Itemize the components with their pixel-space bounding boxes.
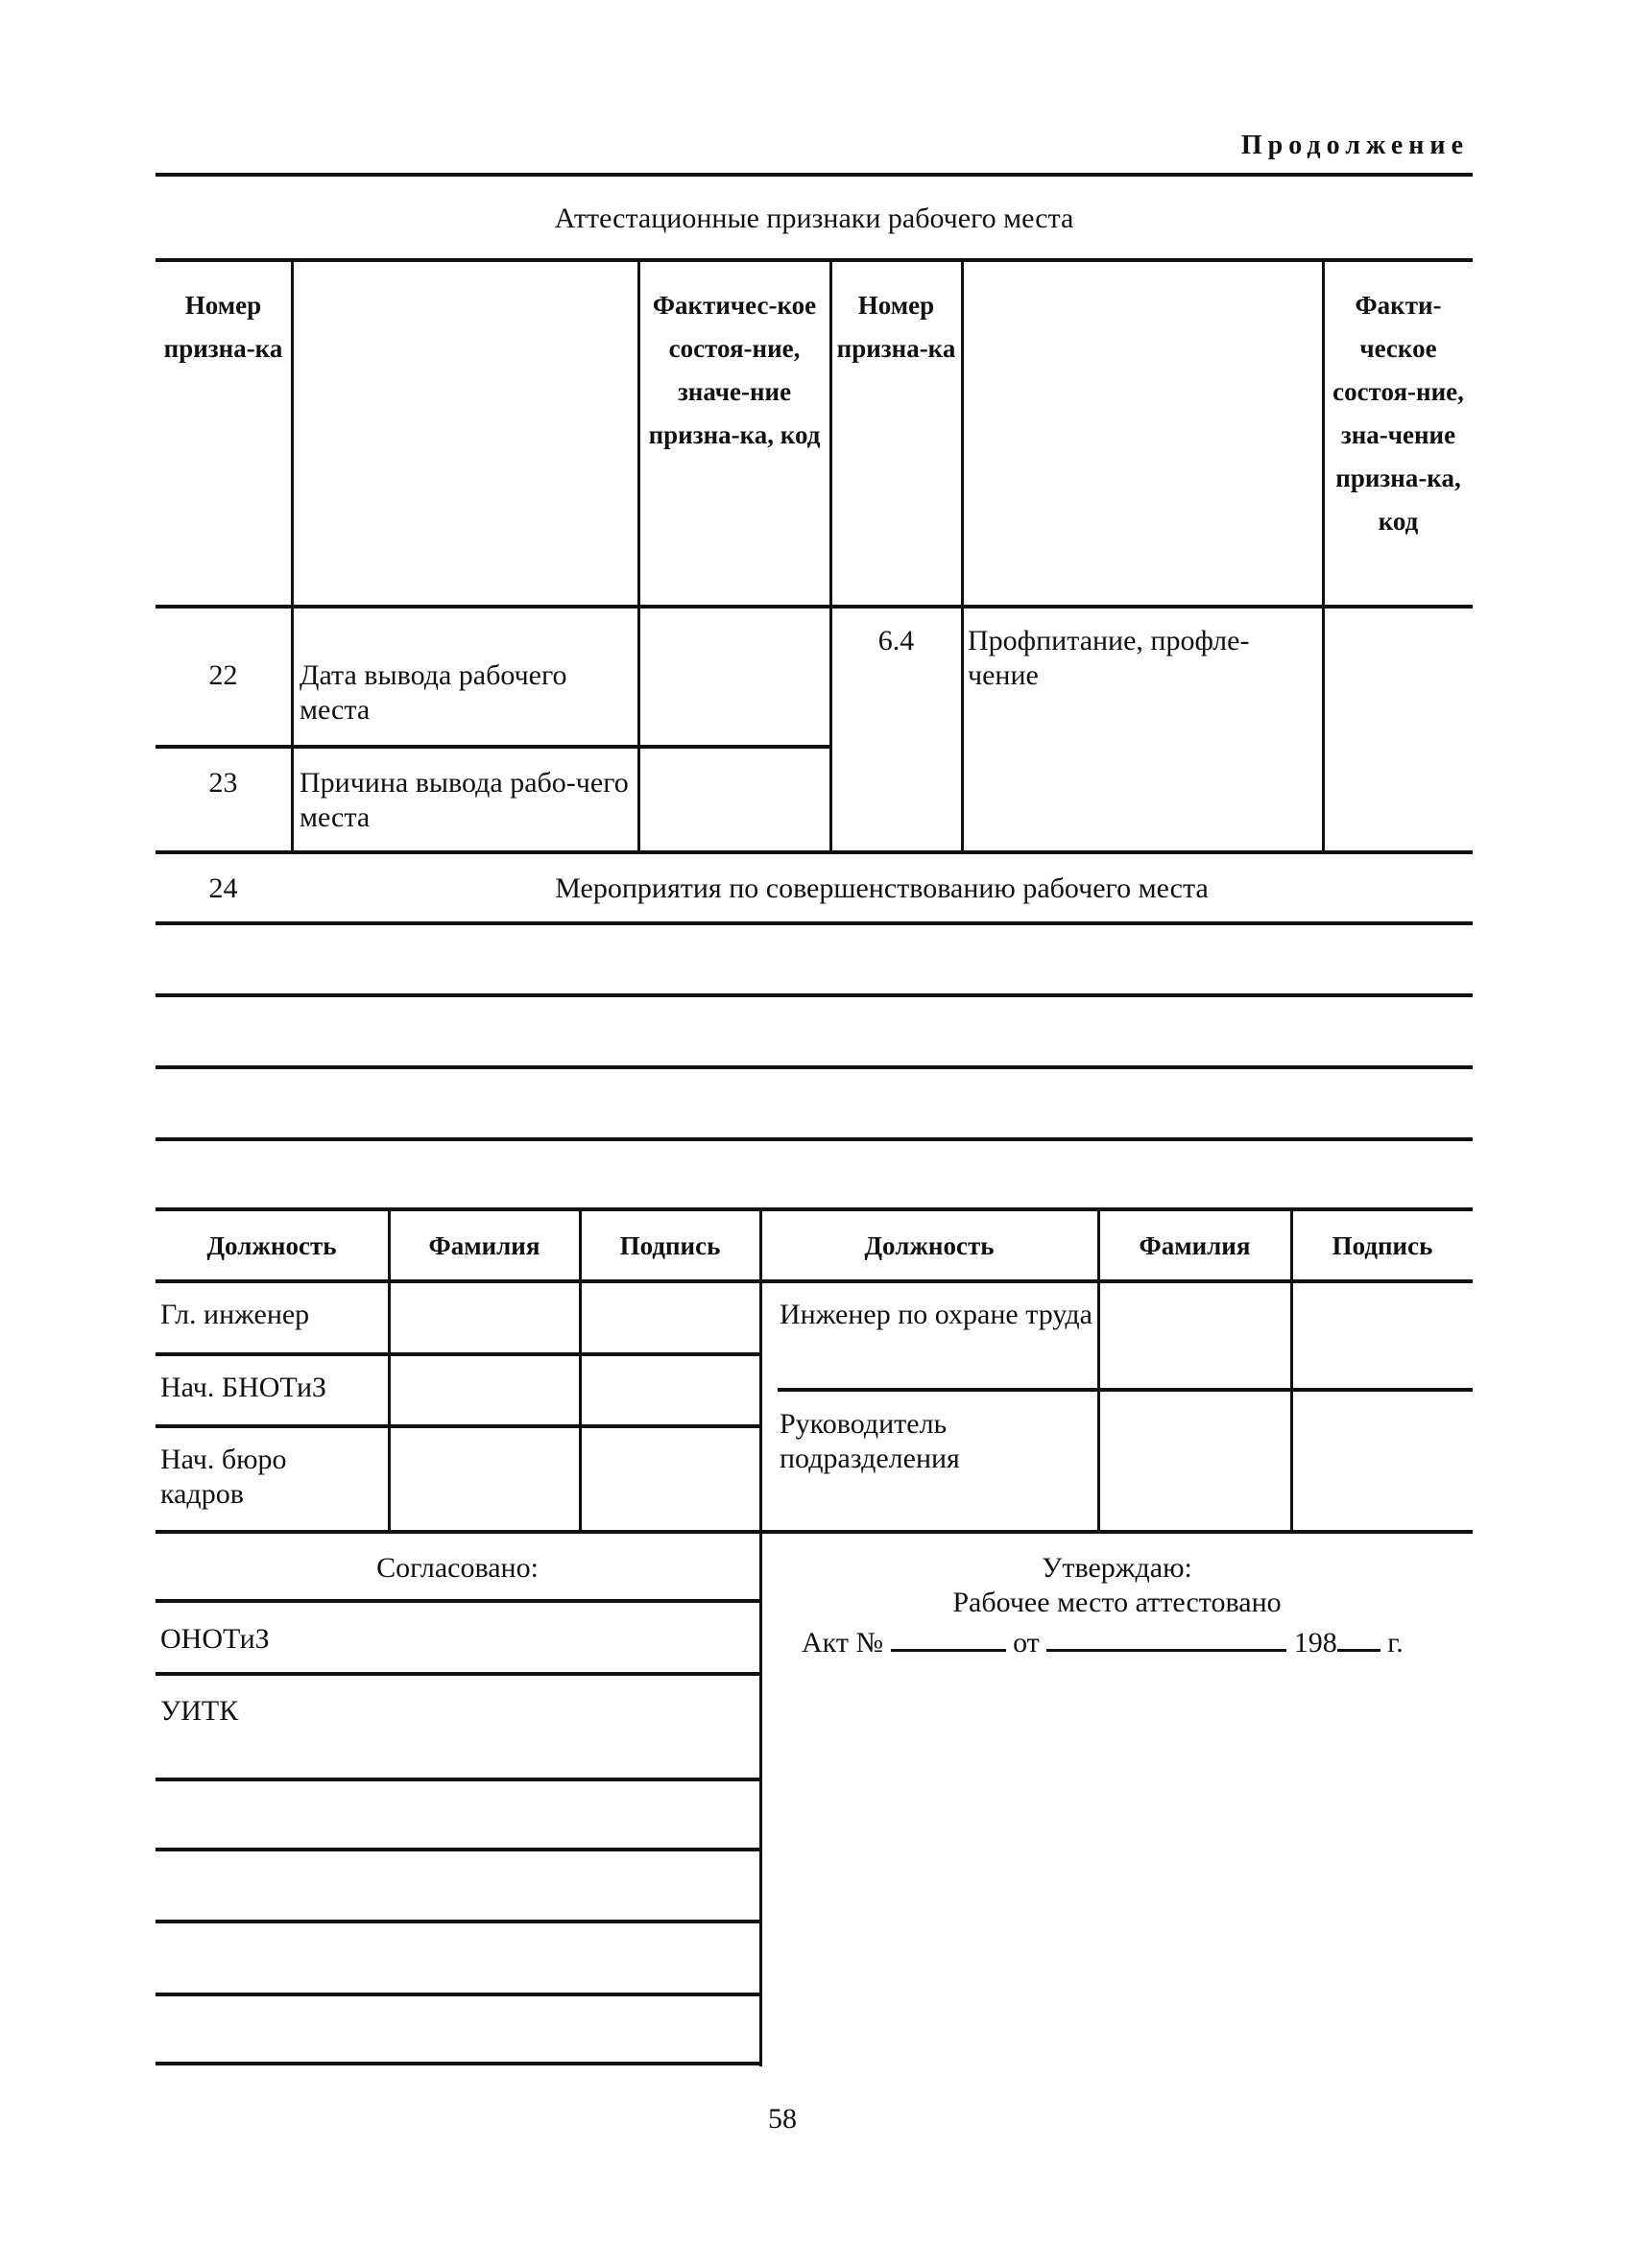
header-surname: Фамилия — [1139, 1231, 1251, 1260]
act-label: Акт № — [802, 1627, 884, 1659]
header-surname: Фамилия — [428, 1231, 540, 1260]
agreed-title: Согласовано: — [376, 1552, 539, 1584]
header-signature: Подпись — [1332, 1231, 1433, 1260]
agreed-item: УИТК — [160, 1695, 239, 1727]
header-fact-left: Фактичес-кое состоя-ние, значе-ние призна-ка, код — [648, 291, 821, 449]
position-label: Нач. бюро кадров — [160, 1444, 287, 1510]
row-num: 22 — [208, 659, 238, 691]
row-num: 23 — [208, 767, 238, 799]
measures-num: 24 — [208, 872, 238, 904]
table-title: Аттестационные признаки рабочего места — [554, 203, 1074, 234]
position-label: Гл. инженер — [160, 1299, 310, 1330]
agreed-item: ОНОТиЗ — [160, 1623, 270, 1655]
row-label: Причина вывода рабо-чего места — [300, 767, 629, 833]
measures-label: Мероприятия по совершенствованию рабочего места — [555, 872, 1209, 904]
position-label: Инженер по охране труда — [780, 1299, 1093, 1330]
year-suffix: г. — [1387, 1627, 1404, 1659]
row-num: 6.4 — [877, 625, 915, 657]
header-position: Должность — [206, 1231, 337, 1260]
header-signature: Подпись — [619, 1231, 721, 1260]
approve-line2: Рабочее место аттестовано — [952, 1587, 1282, 1618]
position-label: Нач. БНОТиЗ — [160, 1372, 327, 1403]
header-num-right: Номер призна-ка — [836, 291, 956, 363]
header-position: Должность — [864, 1231, 995, 1260]
act-date-field[interactable] — [1046, 1622, 1286, 1652]
continuation-label: Продолжение — [1240, 131, 1469, 160]
from-label: от — [1013, 1627, 1040, 1659]
approve-title: Утверждаю: — [1042, 1552, 1192, 1584]
row-label: Профпитание, профле-чение — [968, 625, 1250, 691]
year-field[interactable] — [1337, 1622, 1380, 1652]
divider — [156, 173, 1473, 177]
year-label: 198 — [1293, 1627, 1337, 1659]
row-label: Дата вывода рабочего места — [300, 659, 567, 726]
act-line — [802, 1622, 1404, 1660]
page-number: 58 — [768, 2103, 797, 2135]
header-num-left: Номер призна-ка — [163, 291, 283, 363]
header-fact-right: Факти-ческое состоя-ние, зна-чение призна-ка, код — [1332, 291, 1464, 536]
act-number-field[interactable] — [891, 1622, 1006, 1652]
position-label: Руководитель подразделения — [780, 1408, 960, 1474]
